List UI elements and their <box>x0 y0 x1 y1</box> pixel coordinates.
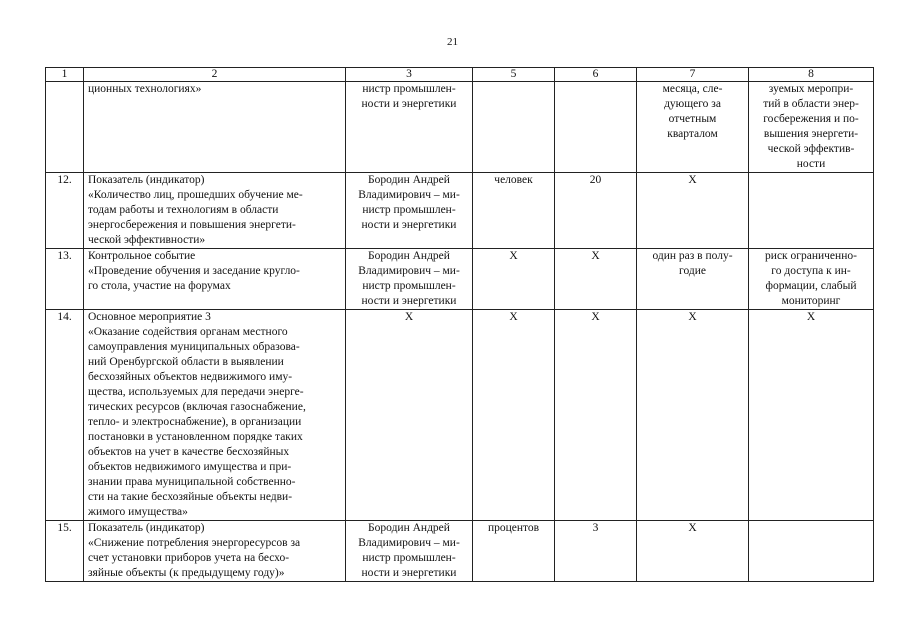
cell-responsible-line: нистр промышлен- <box>362 204 456 216</box>
cell-name-line: го стола, участие на форумах <box>88 280 231 292</box>
cell-value-line: X <box>591 250 600 262</box>
cell-number <box>46 173 84 249</box>
cell-name-line: Показатель (индикатор) <box>88 522 205 534</box>
cell-term-line: месяца, сле- <box>662 83 723 95</box>
cell-number <box>46 82 84 173</box>
cell-value <box>555 173 637 249</box>
cell-risk-line: ческой эффектив- <box>767 143 855 155</box>
column-header-2: 2 <box>84 68 346 82</box>
cell-term-line: X <box>688 311 697 323</box>
cell-value <box>555 82 637 173</box>
cell-responsible-line: ности и энергетики <box>361 98 457 110</box>
cell-number <box>46 249 84 310</box>
cell-responsible-line: Бородин Андрей <box>368 522 450 534</box>
cell-name-line: счет установки приборов учета на бесхо- <box>88 552 290 564</box>
cell-unit <box>473 310 555 521</box>
cell-risk <box>749 82 874 173</box>
cell-risk <box>749 310 874 521</box>
cell-value <box>555 521 637 582</box>
cell-responsible-line: Владимирович – ми- <box>358 189 460 201</box>
cell-name <box>84 249 346 310</box>
cell-responsible-line: Бородин Андрей <box>368 250 450 262</box>
column-header-6: 6 <box>555 68 637 82</box>
cell-term-line: один раз в полу- <box>652 250 733 262</box>
cell-name-line: самоуправления муниципальных образова- <box>88 341 300 353</box>
cell-unit-line: человек <box>494 174 533 186</box>
cell-responsible-line: ности и энергетики <box>361 567 457 579</box>
column-header-5: 5 <box>473 68 555 82</box>
header-row <box>46 68 874 82</box>
cell-risk <box>749 173 874 249</box>
cell-name-line: тических ресурсов (включая газоснабжение, <box>88 401 306 413</box>
cell-name-line: Основное мероприятие 3 <box>88 311 211 323</box>
cell-unit <box>473 173 555 249</box>
table-row <box>46 521 874 582</box>
column-header-3: 3 <box>346 68 473 82</box>
cell-number <box>46 310 84 521</box>
cell-name-line: знании права муниципальной собственно- <box>88 476 296 488</box>
cell-responsible-line: X <box>404 311 414 323</box>
cell-risk-line: го доступа к ин- <box>771 265 851 277</box>
cell-responsible-line: нистр промышлен- <box>362 83 456 95</box>
cell-name-line: ческой эффективности» <box>88 234 206 246</box>
cell-unit <box>473 521 555 582</box>
cell-name-line: тодам работы и технологиям в области <box>88 204 279 216</box>
cell-term <box>637 521 749 582</box>
table-row <box>46 82 874 173</box>
cell-name-line: сти на такие бесхозяйные объекты недви- <box>88 491 293 503</box>
cell-name-line: «Оказание содействия органам местного <box>88 326 288 338</box>
cell-name <box>84 310 346 521</box>
cell-responsible <box>346 173 473 249</box>
cell-name-line: энергосбережения и повышения энергети- <box>88 219 296 231</box>
cell-responsible <box>346 249 473 310</box>
cell-unit <box>473 249 555 310</box>
cell-unit <box>473 82 555 173</box>
cell-name <box>84 173 346 249</box>
cell-risk-line: мониторинг <box>781 295 841 307</box>
cell-term <box>637 82 749 173</box>
cell-number-line: 13. <box>57 250 72 262</box>
cell-term <box>637 249 749 310</box>
cell-value-line: X <box>591 311 600 323</box>
cell-value <box>555 310 637 521</box>
cell-name-line: «Снижение потребления энергоресурсов за <box>88 537 301 549</box>
cell-responsible-line: нистр промышлен- <box>362 552 456 564</box>
cell-responsible <box>346 310 473 521</box>
cell-term-line: отчетным <box>668 113 717 125</box>
cell-name-line: объектов на учет в качестве бесхозяйных <box>88 446 290 458</box>
cell-term <box>637 310 749 521</box>
cell-number <box>46 521 84 582</box>
cell-number-line: 15. <box>57 522 72 534</box>
cell-name <box>84 82 346 173</box>
cell-responsible-line: ности и энергетики <box>361 295 457 307</box>
indicators-table <box>45 67 874 582</box>
table-body <box>46 82 874 582</box>
cell-risk-line: ности <box>796 158 826 170</box>
cell-name-line: ний Оренбургской области в выявлении <box>88 356 284 368</box>
cell-name-line: тепло- и электроснабжение), в организации <box>88 416 302 428</box>
cell-term-line: X <box>688 522 697 534</box>
cell-number-line: 12. <box>57 174 72 186</box>
cell-unit-line: X <box>509 250 518 262</box>
cell-name-line: ционных технологиях» <box>88 83 202 95</box>
cell-unit-line: процентов <box>487 522 540 534</box>
cell-number-line: 14. <box>57 311 72 323</box>
cell-term-line: годие <box>679 265 706 277</box>
table-row <box>46 310 874 521</box>
cell-risk-line: вышения энергети- <box>763 128 859 140</box>
cell-risk <box>749 521 874 582</box>
column-header-1: 1 <box>46 68 84 82</box>
cell-name-line: «Количество лиц, прошедших обучение ме- <box>88 189 303 201</box>
cell-risk-line: тий в области энер- <box>763 98 859 110</box>
cell-name-line: жимого имущества» <box>88 506 188 518</box>
cell-responsible <box>346 82 473 173</box>
cell-value <box>555 249 637 310</box>
cell-responsible-line: Владимирович – ми- <box>358 537 460 549</box>
cell-unit-line: X <box>509 311 518 323</box>
cell-responsible-line: нистр промышлен- <box>362 280 456 292</box>
cell-risk-line: X <box>806 311 816 323</box>
page-number: 21 <box>447 36 458 48</box>
cell-term-line: кварталом <box>667 128 718 140</box>
cell-name <box>84 521 346 582</box>
cell-name-line: объектов недвижимого имущества и при- <box>88 461 292 473</box>
cell-responsible <box>346 521 473 582</box>
cell-value-line: 20 <box>589 174 602 186</box>
cell-name-line: Показатель (индикатор) <box>88 174 205 186</box>
column-header-7: 7 <box>637 68 749 82</box>
cell-risk-line: зуемых меропри- <box>768 83 854 95</box>
cell-term <box>637 173 749 249</box>
cell-name-line: «Проведение обучения и заседание кругло- <box>88 265 300 277</box>
cell-risk-line: формации, слабый <box>765 280 857 292</box>
cell-term-line: X <box>688 174 697 186</box>
cell-name-line: зяйные объекты (к предыдущему году)» <box>88 567 285 579</box>
cell-name-line: Контрольное событие <box>88 250 196 262</box>
column-header-8: 8 <box>749 68 874 82</box>
table-row <box>46 173 874 249</box>
cell-responsible-line: ности и энергетики <box>361 219 457 231</box>
cell-risk-line: госбережения и по- <box>763 113 859 125</box>
cell-name-line: щества, используемых для передачи энерге- <box>88 386 304 398</box>
cell-responsible-line: Владимирович – ми- <box>358 265 460 277</box>
cell-responsible-line: Бородин Андрей <box>368 174 450 186</box>
cell-risk <box>749 249 874 310</box>
cell-value-line: 3 <box>592 522 599 534</box>
table-row <box>46 249 874 310</box>
cell-risk-line: риск ограниченно- <box>765 250 857 262</box>
cell-name-line: постановки в установленном порядке таких <box>88 431 303 443</box>
cell-term-line: дующего за <box>664 98 721 110</box>
cell-name-line: бесхозяйных объектов недвижимого иму- <box>88 371 293 383</box>
